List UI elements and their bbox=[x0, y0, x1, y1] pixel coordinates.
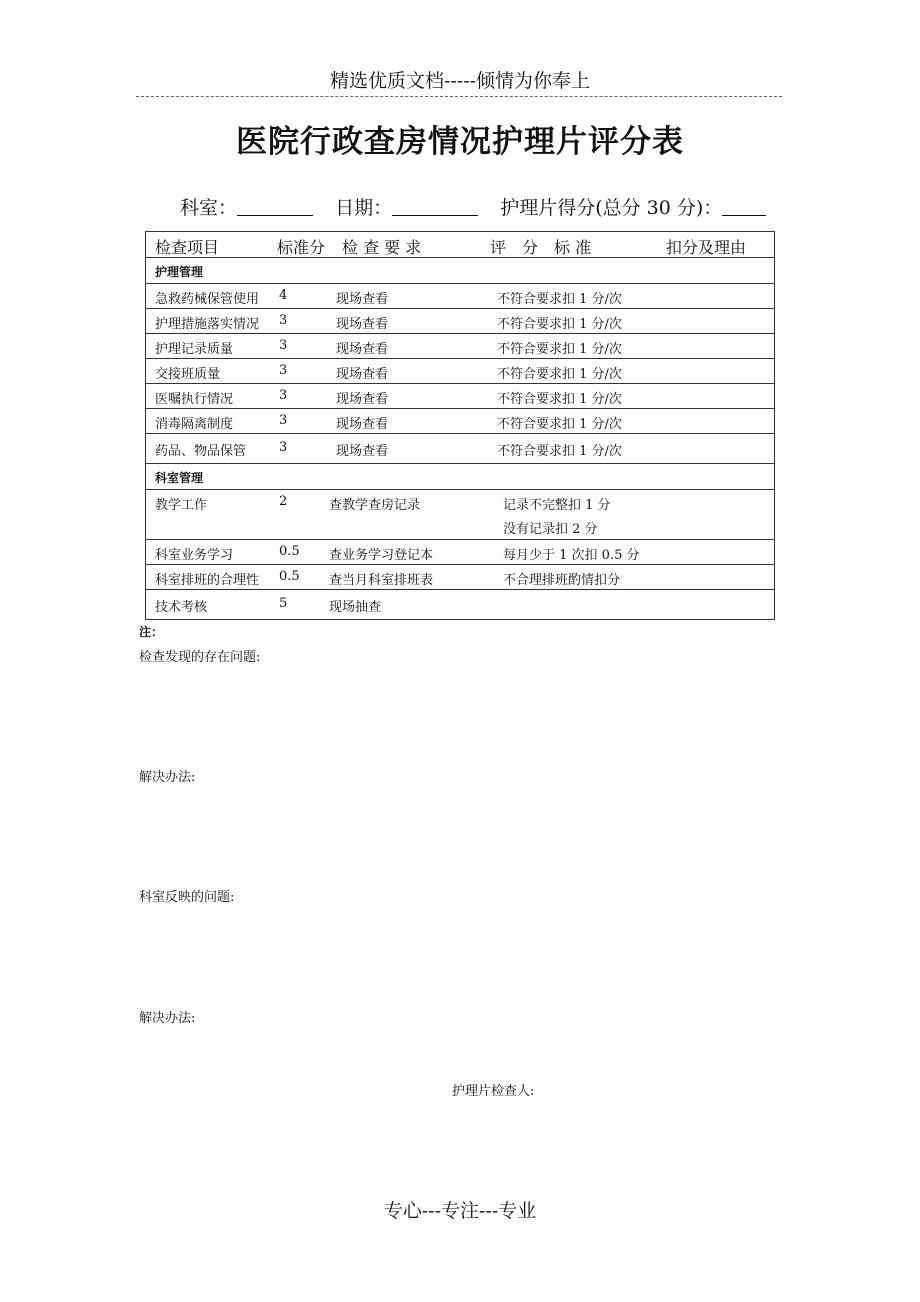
score-cell: 0.5 bbox=[279, 569, 300, 584]
item-cell: 技术考核 bbox=[155, 600, 208, 615]
item-cell: 急救药械保管使用 bbox=[155, 292, 260, 307]
dept-label: 科室： bbox=[180, 197, 238, 219]
criteria-cell: 记录不完整扣 1 分 bbox=[503, 498, 611, 513]
problems-found-label: 检查发现的存在问题: bbox=[139, 650, 261, 665]
score-cell: 2 bbox=[279, 494, 288, 509]
criteria-cell: 不符合要求扣 1 分/次 bbox=[497, 444, 622, 459]
score-cell: 3 bbox=[279, 338, 288, 353]
score-cell: 0.5 bbox=[279, 544, 300, 559]
item-cell: 教学工作 bbox=[155, 498, 208, 513]
section-label: 护理管理 bbox=[155, 265, 204, 279]
score-label: 护理片得分(总分 30 分)： bbox=[500, 197, 723, 219]
item-cell: 药品、物品保管 bbox=[155, 444, 247, 459]
solution-label-1: 解决办法: bbox=[139, 770, 196, 785]
table-row bbox=[146, 434, 774, 464]
header-divider bbox=[136, 96, 782, 97]
page-title: 医院行政查房情况护理片评分表 bbox=[236, 124, 684, 160]
requirement-cell: 现场查看 bbox=[336, 392, 389, 407]
header-criteria: 评 分 标 准 bbox=[490, 238, 592, 257]
header-standard-score: 标准分 bbox=[277, 238, 326, 257]
score-blank[interactable] bbox=[722, 197, 766, 216]
item-cell: 医嘱执行情况 bbox=[155, 392, 234, 407]
table-row bbox=[146, 359, 774, 384]
criteria-cell: 不符合要求扣 1 分/次 bbox=[497, 417, 622, 432]
score-cell: 5 bbox=[279, 596, 288, 611]
info-line bbox=[180, 193, 766, 220]
page-header: 精选优质文档-----倾情为你奉上 bbox=[329, 70, 591, 92]
header-item: 检查项目 bbox=[155, 238, 220, 257]
score-cell: 3 bbox=[279, 440, 288, 455]
requirement-cell: 现场查看 bbox=[336, 317, 389, 332]
table-row bbox=[146, 384, 774, 409]
criteria-cell-line2: 没有记录扣 2 分 bbox=[503, 522, 598, 537]
item-cell: 科室排班的合理性 bbox=[155, 573, 260, 588]
requirement-cell: 查业务学习登记本 bbox=[329, 548, 434, 563]
criteria-cell: 不符合要求扣 1 分/次 bbox=[497, 392, 622, 407]
item-cell: 护理记录质量 bbox=[155, 342, 234, 357]
score-cell: 3 bbox=[279, 313, 288, 328]
item-cell: 交接班质量 bbox=[155, 367, 221, 382]
inspector-label: 护理片检查人: bbox=[452, 1084, 535, 1099]
requirement-cell: 现场查看 bbox=[336, 367, 389, 382]
item-cell: 科室业务学习 bbox=[155, 548, 234, 563]
score-cell: 3 bbox=[279, 363, 288, 378]
section-department-management bbox=[146, 464, 774, 490]
criteria-cell: 不合理排班酌情扣分 bbox=[503, 573, 621, 588]
dept-blank[interactable] bbox=[237, 197, 313, 216]
requirement-cell: 现场查看 bbox=[336, 417, 389, 432]
score-cell: 4 bbox=[279, 288, 288, 303]
table-row bbox=[146, 309, 774, 334]
note-label: 注： bbox=[139, 625, 164, 639]
requirement-cell: 现场查看 bbox=[336, 444, 389, 459]
section-nursing-management bbox=[146, 258, 774, 284]
criteria-cell: 每月少于 1 次扣 0.5 分 bbox=[503, 548, 640, 563]
criteria-cell: 不符合要求扣 1 分/次 bbox=[497, 342, 622, 357]
header-deduction: 扣分及理由 bbox=[666, 238, 747, 257]
criteria-cell: 不符合要求扣 1 分/次 bbox=[497, 367, 622, 382]
requirement-cell: 查当月科室排班表 bbox=[329, 573, 434, 588]
table-row bbox=[146, 590, 774, 619]
table-row bbox=[146, 540, 774, 565]
section-label: 科室管理 bbox=[155, 471, 204, 485]
table-header-row bbox=[146, 232, 774, 258]
requirement-cell: 现场查看 bbox=[336, 292, 389, 307]
score-cell: 3 bbox=[279, 413, 288, 428]
date-label: 日期： bbox=[335, 197, 393, 219]
table-row bbox=[146, 490, 774, 540]
solution-label-2: 解决办法: bbox=[139, 1011, 196, 1026]
score-table bbox=[145, 231, 775, 620]
requirement-cell: 现场抽查 bbox=[329, 600, 382, 615]
criteria-cell: 不符合要求扣 1 分/次 bbox=[497, 317, 622, 332]
item-cell: 护理措施落实情况 bbox=[155, 317, 260, 332]
requirement-cell: 现场查看 bbox=[336, 342, 389, 357]
item-cell: 消毒隔离制度 bbox=[155, 417, 234, 432]
table-row bbox=[146, 334, 774, 359]
dept-feedback-label: 科室反映的问题: bbox=[139, 890, 235, 905]
table-row bbox=[146, 409, 774, 434]
header-requirement: 检 查 要 求 bbox=[342, 238, 422, 257]
date-blank[interactable] bbox=[392, 197, 478, 216]
criteria-cell: 不符合要求扣 1 分/次 bbox=[497, 292, 622, 307]
page-footer: 专心---专注---专业 bbox=[383, 1200, 537, 1222]
score-cell: 3 bbox=[279, 388, 288, 403]
table-row bbox=[146, 565, 774, 590]
requirement-cell: 查教学查房记录 bbox=[329, 498, 421, 513]
table-row bbox=[146, 284, 774, 309]
